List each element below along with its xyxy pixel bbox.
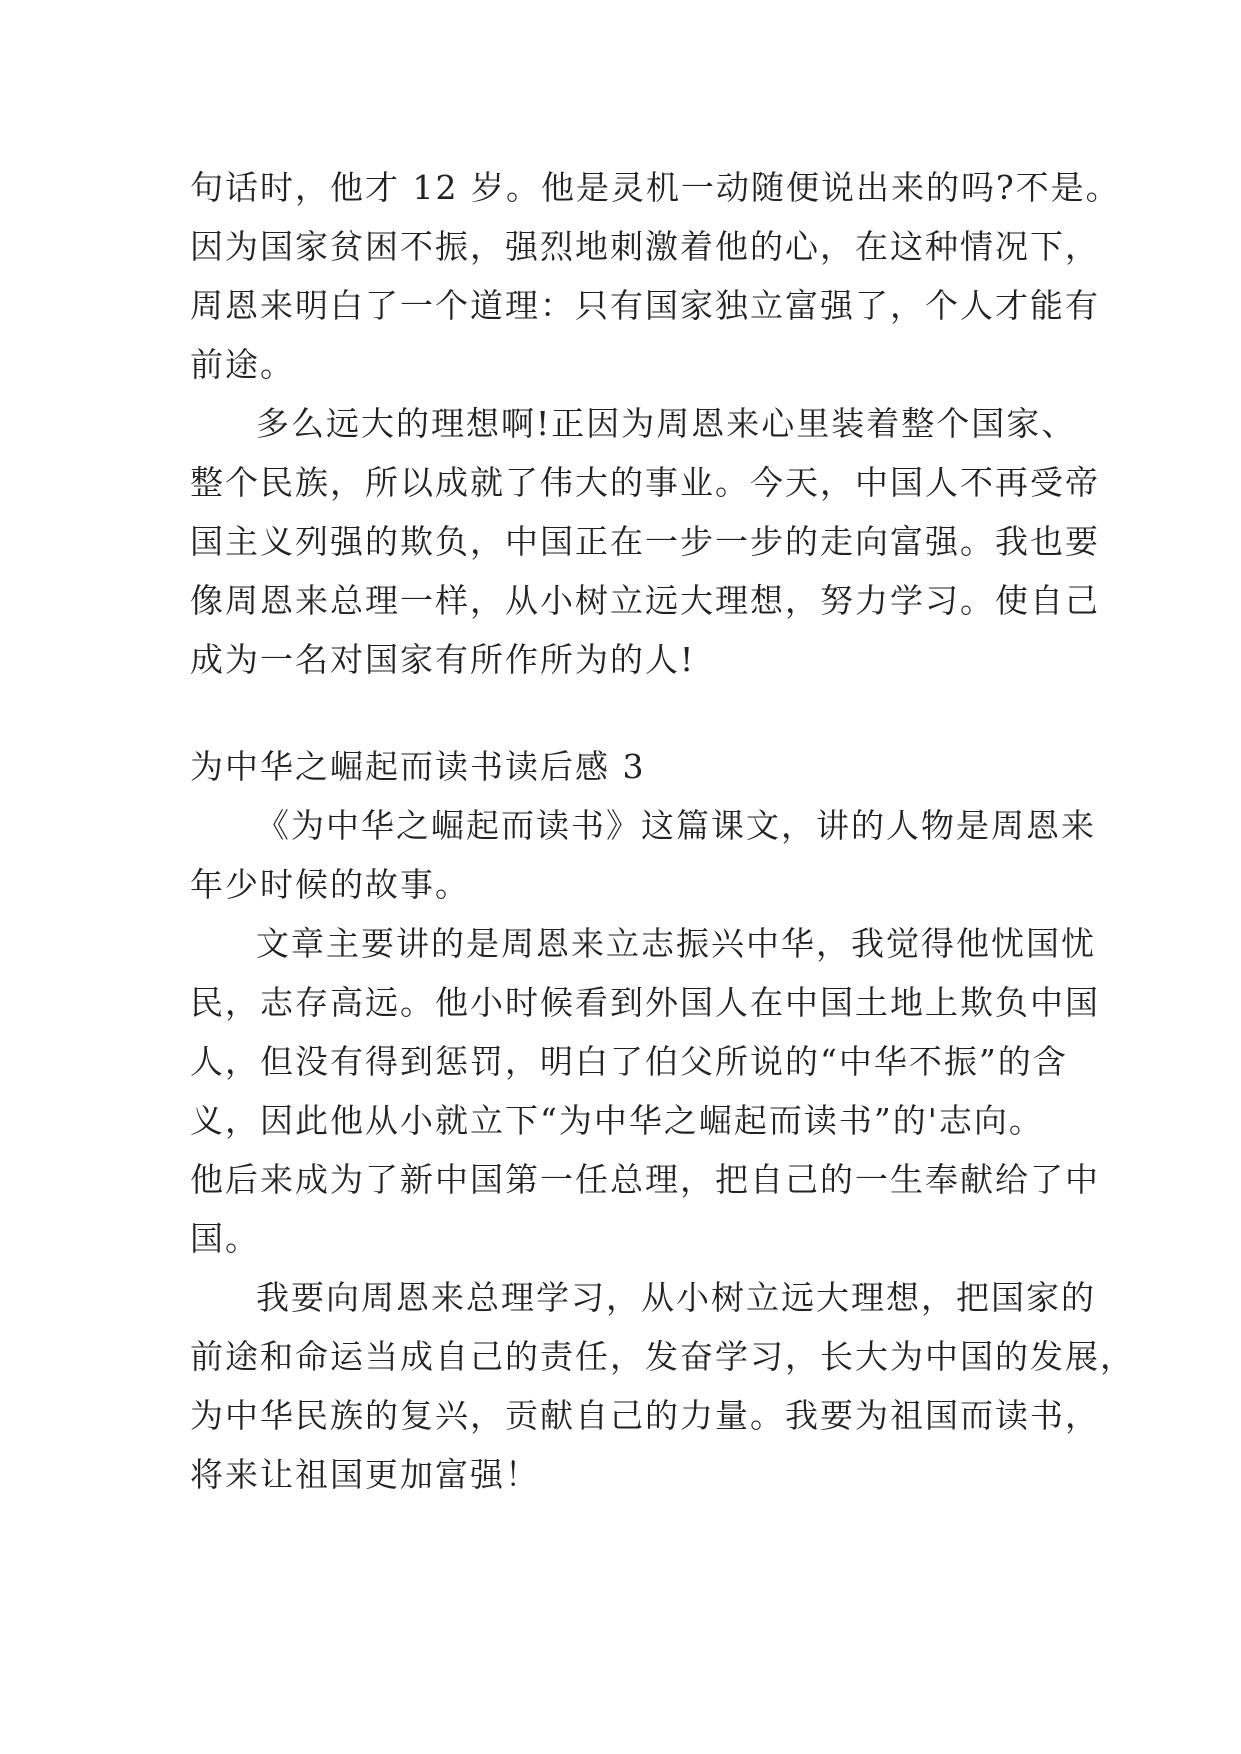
paragraph xyxy=(190,1268,1135,1504)
text-line: 像周恩来总理一样，从小树立远大理想，努力学习。使自己 xyxy=(190,581,1100,620)
text-line: 周恩来明白了一个道理：只有国家独立富强了，个人才能有 xyxy=(190,286,1100,325)
text-line: 前途和命运当成自己的责任，发奋学习，长大为中国的发展， xyxy=(190,1337,1135,1376)
text-line: 成为一名对国家有所作所为的人! xyxy=(190,640,696,679)
paragraph xyxy=(190,158,1121,394)
text-line: 将来让祖国更加富强！ xyxy=(190,1455,540,1494)
text-line: 我要向周恩来总理学习，从小树立远大理想，把国家的 xyxy=(256,1278,1096,1317)
text-line: 为中华民族的复兴，贡献自己的力量。我要为祖国而读书， xyxy=(190,1396,1100,1435)
text-line: 国主义列强的欺负，中国正在一步一步的走向富强。我也要 xyxy=(190,522,1100,561)
text-line: 整个民族，所以成就了伟大的事业。今天，中国人不再受帝 xyxy=(190,463,1100,502)
text-line: 人，但没有得到惩罚，明白了伯父所说的“中华不振”的含 xyxy=(190,1042,1068,1081)
text-line: 文章主要讲的是周恩来立志振兴中华，我觉得他忧国忧 xyxy=(256,924,1096,963)
text-line: 民，志存高远。他小时候看到外国人在中国土地上欺负中国 xyxy=(190,983,1100,1022)
paragraph xyxy=(190,914,1100,1268)
paragraph xyxy=(190,394,1100,689)
text-line: 多么远大的理想啊!正因为周恩来心里装着整个国家、 xyxy=(256,404,1077,443)
text-line: 《为中华之崛起而读书》这篇课文，讲的人物是周恩来 xyxy=(256,806,1096,845)
text-line: 年少时候的故事。 xyxy=(190,865,470,904)
text-line: 前途。 xyxy=(190,345,295,384)
text-line: 他后来成为了新中国第一任总理，把自己的一生奉献给了中 xyxy=(190,1160,1100,1199)
essay-3 xyxy=(190,737,1135,1504)
essay-2-continuation xyxy=(190,158,1121,689)
paragraph xyxy=(190,796,1096,914)
text-line: 句话时，他才 12 岁。他是灵机一动随便说出来的吗?不是。 xyxy=(190,168,1121,207)
text-line: 义，因此他从小就立下“为中华之崛起而读书”的'志向。 xyxy=(190,1101,1044,1140)
section-title: 为中华之崛起而读书读后感 3 xyxy=(190,747,646,786)
text-line: 国。 xyxy=(190,1219,260,1258)
text-line: 因为国家贫困不振，强烈地刺激着他的心，在这种情况下， xyxy=(190,227,1100,266)
